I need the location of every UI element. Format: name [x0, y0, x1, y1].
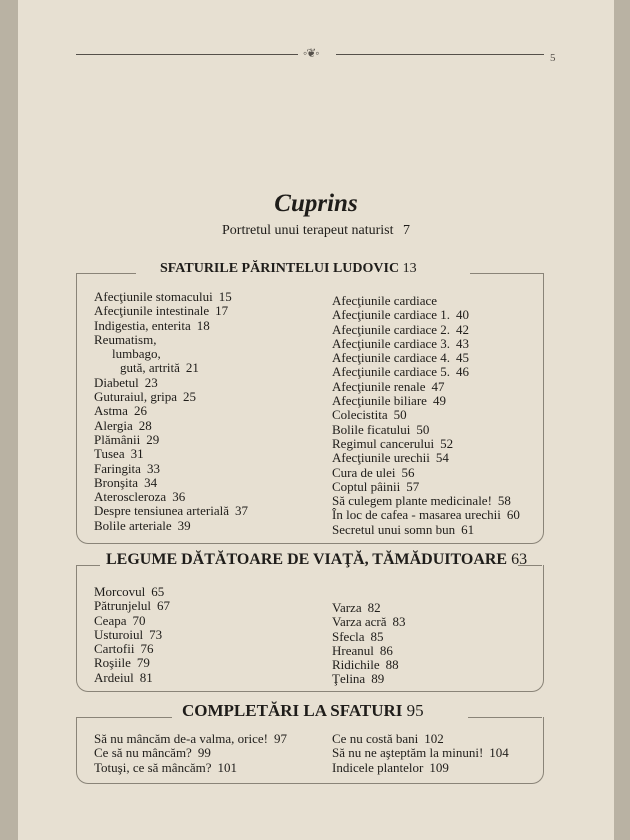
toc-title: Cuprins	[274, 190, 358, 217]
toc-entry-page: 52	[440, 435, 454, 451]
toc-entry-page: 37	[234, 503, 248, 519]
section-1-page: 13	[402, 261, 417, 276]
toc-entry-page: 79	[136, 655, 150, 671]
toc-entry-page: 15	[218, 289, 232, 304]
toc-entry-page: 86	[379, 642, 393, 658]
toc-entry-label: Totuşi, ce să mâncăm?	[94, 759, 212, 775]
toc-entry-label: Pătrunjelul	[94, 598, 152, 614]
toc-entry-label: Coptul pâinii	[332, 478, 401, 494]
toc-entry-page: 54	[435, 450, 449, 466]
toc-entry	[94, 447, 248, 461]
toc-entry-page: 76	[140, 641, 154, 657]
toc-intro-entry	[18, 223, 614, 239]
toc-entry	[94, 376, 248, 390]
section-1-heading	[160, 261, 417, 277]
toc-entry	[332, 437, 520, 451]
toc-entry	[94, 585, 170, 599]
toc-entry	[94, 333, 248, 347]
toc-entry-page: 61	[461, 521, 475, 537]
toc-entry	[332, 365, 520, 379]
section-2-page: 63	[511, 551, 528, 568]
toc-entry	[332, 630, 405, 644]
toc-entry-label: Afecţiunile renale	[332, 378, 426, 394]
toc-entry-page: 26	[133, 403, 147, 419]
toc-entry-page: 49	[432, 393, 446, 409]
intro-page: 7	[402, 223, 410, 238]
toc-entry-page: 102	[424, 731, 444, 746]
toc-entry	[332, 308, 520, 322]
toc-entry	[332, 523, 520, 537]
toc-entry-label: Afecţiunile urechii	[332, 450, 430, 466]
toc-entry-page: 47	[431, 378, 445, 394]
toc-entry-label: Afecţiunile biliare	[332, 393, 427, 409]
section-2-left-column	[94, 585, 170, 685]
toc-entry-page: 17	[215, 303, 229, 319]
toc-entry-page: 57	[406, 478, 420, 494]
toc-entry-label: Să nu mâncăm de-a valma, orice!	[94, 731, 268, 746]
toc-entry-label: Sfecla	[332, 628, 365, 644]
toc-entry-label: Diabetul	[94, 374, 139, 390]
section-1-title: SFATURILE PĂRINTELUI LUDOVIC	[160, 261, 400, 276]
toc-entry-label: Morcovul	[94, 584, 146, 599]
toc-entry	[332, 294, 520, 308]
toc-entry	[332, 466, 520, 480]
toc-entry-label: Ceapa	[94, 612, 127, 628]
toc-entry	[332, 746, 509, 760]
toc-entry-page: 82	[367, 600, 381, 615]
toc-entry-label: Hreanul	[332, 642, 374, 658]
toc-entry-page: 89	[371, 671, 385, 687]
toc-entry-label: Indicele plantelor	[332, 759, 424, 775]
toc-entry-label: gută, artrită	[120, 360, 180, 376]
toc-entry-page: 104	[489, 745, 509, 761]
toc-entry	[332, 615, 405, 629]
toc-entry	[332, 732, 509, 746]
toc-entry-label: Regimul cancerului	[332, 435, 435, 451]
toc-entry-page: 70	[132, 612, 146, 628]
toc-entry	[332, 380, 520, 394]
section-2-title: LEGUME DĂTĂTOARE DE VIAŢĂ, TĂMĂDUITOARE	[106, 551, 508, 568]
toc-entry	[94, 433, 248, 447]
page-number: 5	[550, 52, 556, 64]
toc-entry-page: 34	[144, 474, 158, 490]
section-3-page: 95	[406, 701, 424, 720]
toc-entry-label: Roşiile	[94, 655, 131, 671]
toc-entry-page: 50	[393, 407, 407, 423]
toc-entry-page: 58	[497, 493, 511, 509]
book-page	[18, 0, 614, 840]
toc-entry-label: Secretul unui somn bun	[332, 521, 456, 537]
toc-entry-page: 31	[130, 446, 144, 462]
toc-entry	[94, 419, 248, 433]
toc-entry-page: 43	[456, 335, 470, 351]
toc-entry-page: 23	[144, 374, 158, 390]
toc-entry	[332, 508, 520, 522]
toc-entry	[332, 494, 520, 508]
toc-entry	[332, 761, 509, 775]
toc-entry-page: 73	[149, 626, 163, 642]
toc-entry	[94, 614, 170, 628]
toc-entry-label: Ţelina	[332, 671, 366, 687]
section-1-right-column	[332, 294, 520, 537]
toc-entry-label: Alergia	[94, 417, 133, 433]
toc-entry	[332, 451, 520, 465]
toc-entry	[332, 337, 520, 351]
toc-entry-page: 50	[416, 421, 430, 437]
section-3-title: COMPLETĂRI LA SFATURI	[182, 701, 403, 720]
toc-entry	[94, 599, 170, 613]
toc-entry-page: 88	[385, 657, 399, 673]
toc-entry	[94, 476, 248, 490]
toc-entry	[332, 658, 405, 672]
toc-entry-label: Afecţiunile cardiace 3.	[332, 335, 451, 351]
toc-entry	[332, 351, 520, 365]
toc-entry	[332, 601, 405, 615]
toc-entry	[94, 656, 170, 670]
toc-entry-page: 101	[217, 759, 237, 775]
toc-entry	[94, 628, 170, 642]
toc-entry	[94, 671, 170, 685]
toc-entry-page: 81	[139, 669, 153, 685]
toc-entry-label: Tusea	[94, 446, 125, 462]
toc-entry-label: Usturoiul	[94, 626, 144, 642]
toc-entry-label: În loc de cafea - masarea urechii	[332, 507, 501, 523]
toc-entry	[94, 347, 248, 361]
toc-entry	[332, 408, 520, 422]
toc-entry	[332, 672, 405, 686]
toc-entry-page: 36	[172, 489, 186, 505]
toc-entry-page: 97	[273, 731, 287, 746]
toc-entry-label: Ce nu costă bani	[332, 731, 419, 746]
section-3-right-column	[332, 732, 509, 775]
section-2-right-column	[332, 601, 405, 687]
toc-entry-label: Despre tensiunea arterială	[94, 503, 229, 519]
toc-entry-label: Faringita	[94, 460, 141, 476]
toc-entry-label: Guturaiul, gripa	[94, 389, 178, 405]
toc-entry	[332, 394, 520, 408]
toc-entry-page: 56	[401, 464, 415, 480]
toc-entry-label: Afecţiunile cardiace 2.	[332, 321, 451, 337]
intro-label: Portretul unui terapeut naturist	[222, 223, 394, 238]
toc-entry	[94, 290, 248, 304]
toc-entry	[94, 304, 248, 318]
header-rule-right	[336, 54, 544, 55]
toc-entry	[332, 644, 405, 658]
toc-entry-label: Cartofii	[94, 641, 135, 657]
toc-entry	[94, 761, 287, 775]
toc-entry-label: Plămânii	[94, 431, 141, 447]
toc-entry-page: 42	[456, 321, 470, 337]
toc-entry-page: 28	[138, 417, 152, 433]
toc-entry-label: Afecţiunile intestinale	[94, 303, 210, 319]
toc-entry	[94, 732, 287, 746]
toc-entry-label: Astma	[94, 403, 128, 419]
toc-entry-label: Să nu ne aşteptăm la minuni!	[332, 745, 484, 761]
toc-entry-page: 85	[370, 628, 384, 644]
section-3-heading	[182, 701, 424, 721]
toc-entry-page: 33	[146, 460, 160, 476]
toc-entry-page: 67	[157, 598, 171, 614]
toc-entry	[94, 746, 287, 760]
toc-entry-page: 40	[456, 307, 470, 323]
toc-entry-label: Afecţiunile stomacului	[94, 289, 213, 304]
toc-entry-page: 109	[429, 759, 449, 775]
toc-entry	[94, 642, 170, 656]
toc-entry-page: 25	[183, 389, 197, 405]
toc-entry-page: 29	[146, 431, 160, 447]
header-ornament-icon: ◦❦◦	[303, 46, 319, 60]
toc-entry-label: Indigestia, enterita	[94, 317, 191, 333]
toc-entry-label: Să culegem plante medicinale!	[332, 493, 492, 509]
toc-entry	[94, 404, 248, 418]
toc-entry-label: Bolile ficatului	[332, 421, 411, 437]
toc-entry-label: Varza	[332, 600, 362, 615]
toc-entry-label: Ridichile	[332, 657, 380, 673]
toc-entry	[94, 390, 248, 404]
toc-entry-page: 18	[196, 317, 210, 333]
toc-entry-label: Varza acră	[332, 614, 387, 630]
toc-entry-page: 83	[392, 614, 406, 630]
toc-entry-label: Afecţiunile cardiace	[332, 293, 438, 308]
toc-entry-page: 46	[456, 364, 470, 380]
toc-entry-label: lumbago,	[112, 346, 161, 362]
toc-entry-label: Afecţiunile cardiace 4.	[332, 350, 451, 366]
toc-entry-label: Ardeiul	[94, 669, 134, 685]
section-1-left-column	[94, 290, 248, 533]
toc-entry-label: Ateroscleroza	[94, 489, 167, 505]
toc-entry-label: Afecţiunile cardiace 5.	[332, 364, 451, 380]
section-3-left-column	[94, 732, 287, 775]
toc-entry-label: Ce să nu mâncăm?	[94, 745, 192, 761]
header-rule-left	[76, 54, 298, 55]
toc-entry	[94, 361, 248, 375]
toc-entry-page: 21	[185, 360, 199, 376]
toc-entry-page: 65	[151, 584, 165, 599]
toc-entry-page: 45	[456, 350, 470, 366]
toc-entry	[94, 519, 248, 533]
toc-entry	[332, 480, 520, 494]
toc-entry-label: Afecţiunile cardiace 1.	[332, 307, 451, 323]
toc-entry	[94, 319, 248, 333]
toc-entry-page: 99	[197, 745, 211, 761]
toc-entry	[332, 423, 520, 437]
toc-entry-label: Cura de ulei	[332, 464, 396, 480]
toc-entry-page: 39	[177, 517, 191, 533]
toc-entry	[94, 504, 248, 518]
toc-entry-label: Reumatism,	[94, 331, 157, 347]
toc-entry-label: Colecistita	[332, 407, 388, 423]
section-2-heading	[106, 551, 527, 569]
toc-entry-label: Bolile arteriale	[94, 517, 172, 533]
toc-entry-page: 60	[506, 507, 520, 523]
toc-entry	[332, 323, 520, 337]
toc-entry	[94, 490, 248, 504]
toc-entry	[94, 462, 248, 476]
toc-entry-label: Bronşita	[94, 474, 139, 490]
